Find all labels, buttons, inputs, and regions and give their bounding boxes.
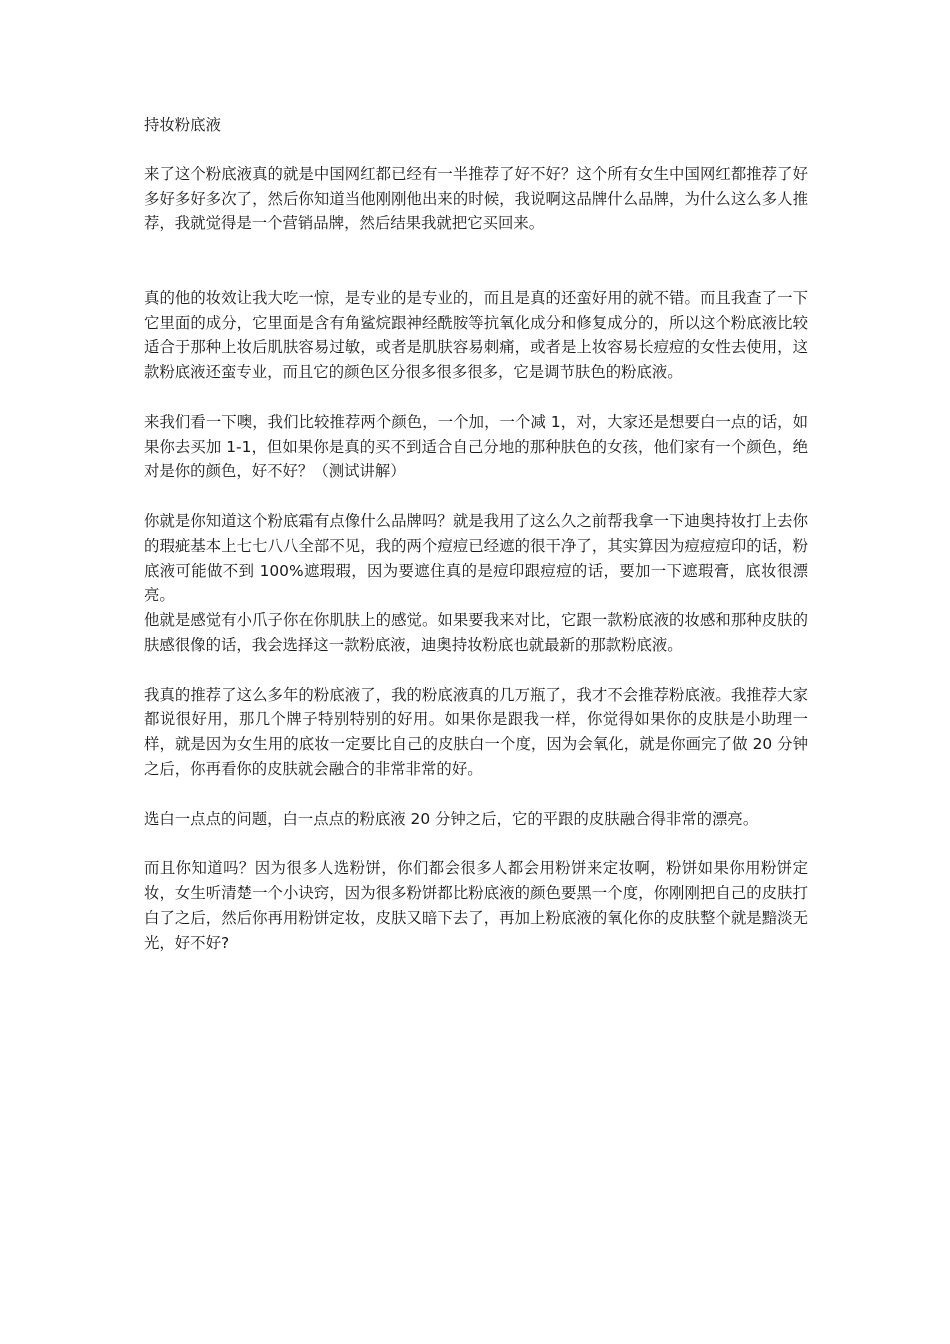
document-page [144, 113, 808, 955]
paragraph-spacer [144, 658, 808, 683]
paragraph-spacer [144, 831, 808, 856]
document-title: 持妆粉底液 [144, 116, 221, 134]
paragraph-powder-tip: 而且你知道吗？因为很多人选粉饼，你们都会很多人都会用粉饼来定妆啊，粉饼如果你用粉饼定妆，女生听清楚一个小诀窍，因为很多粉饼都比粉底液的颜色要黑一个度，你刚刚把自己的皮肤打白了之后，然后你再用粉饼定妆，皮肤又暗下去了，再加上粉底液的氧化你的皮肤整个就是黯淡无光，好不好? [144, 859, 808, 952]
paragraph-coverage: 你就是你知道这个粉底霜有点像什么品牌吗？就是我用了这么久之前帮我拿一下迪奥持妆打上去你的瑕疵基本上七七八八全部不见，我的两个痘痘已经遮的很干净了，其实算因为痘痘痘印的话，粉底液可能做不到 100%遮瑕瑕，因为要遮住真的是痘印跟痘痘的话，要加一下遮瑕膏，底妆很漂亮。 [144, 511, 808, 605]
paragraph-intro: 来了这个粉底液真的就是中国网红都已经有一半推荐了好不好？这个所有女生中国网红都推荐了好多好多好多次了，然后你知道当他刚刚他出来的时候，我说啊这品牌什么品牌，为什么这么多人推荐，我就觉得是一个营销品牌，然后结果我就把它买回来。 [144, 164, 808, 233]
paragraph-spacer [144, 385, 808, 410]
paragraph-shade-tip: 选白一点点的问题，白一点点的粉底液 20 分钟之后，它的平跟的皮肤融合得非常的漂亮。 [144, 809, 759, 828]
paragraph-spacer [144, 782, 808, 807]
paragraph-spacer [144, 484, 808, 509]
paragraph-spacer [144, 236, 808, 286]
paragraph-comparison: 他就是感觉有小爪子你在你肌肤上的感觉。如果要我来对比，它跟一款粉底液的妆感和那种皮肤的肤感很像的话，我会选择这一款粉底液，迪奥持妆粉底也就最新的那款粉底液。 [144, 611, 808, 654]
paragraph-recommendation: 我真的推荐了这么多年的粉底液了，我的粉底液真的几万瓶了，我才不会推荐粉底液。我推荐大家都说很好用，那几个牌子特别特别的好用。如果你是跟我一样，你觉得如果你的皮肤是小助理一样，就是因为女生用的底妆一定要比自己的皮肤白一个度，因为会氧化，就是你画完了做 20 分钟之后，你再看你的皮肤就会融合的非常非常的好。 [144, 685, 808, 778]
paragraph-colors: 来我们看一下噢，我们比较推荐两个颜色，一个加，一个减 1，对，大家还是想要白一点的话，如果你去买加 1-1，但如果你是真的买不到适合自己分地的那种肤色的女孩，他们家有一个颜色，绝对是你的颜色，好不好？（测试讲解） [144, 412, 808, 481]
paragraph-ingredients: 真的他的妆效让我大吃一惊，是专业的是专业的，而且是真的还蛮好用的就不错。而且我查了一下它里面的成分，它里面是含有角鲨烷跟神经酰胺等抗氧化成分和修复成分的，所以这个粉底液比较适合于那种上妆后肌肤容易过敏，或者是肌肤容易刺痛，或者是上妆容易长痘痘的女性去使用，这款粉底液还蛮专业，而且它的颜色区分很多很多很多，它是调节肤色的粉底液。 [144, 288, 808, 382]
